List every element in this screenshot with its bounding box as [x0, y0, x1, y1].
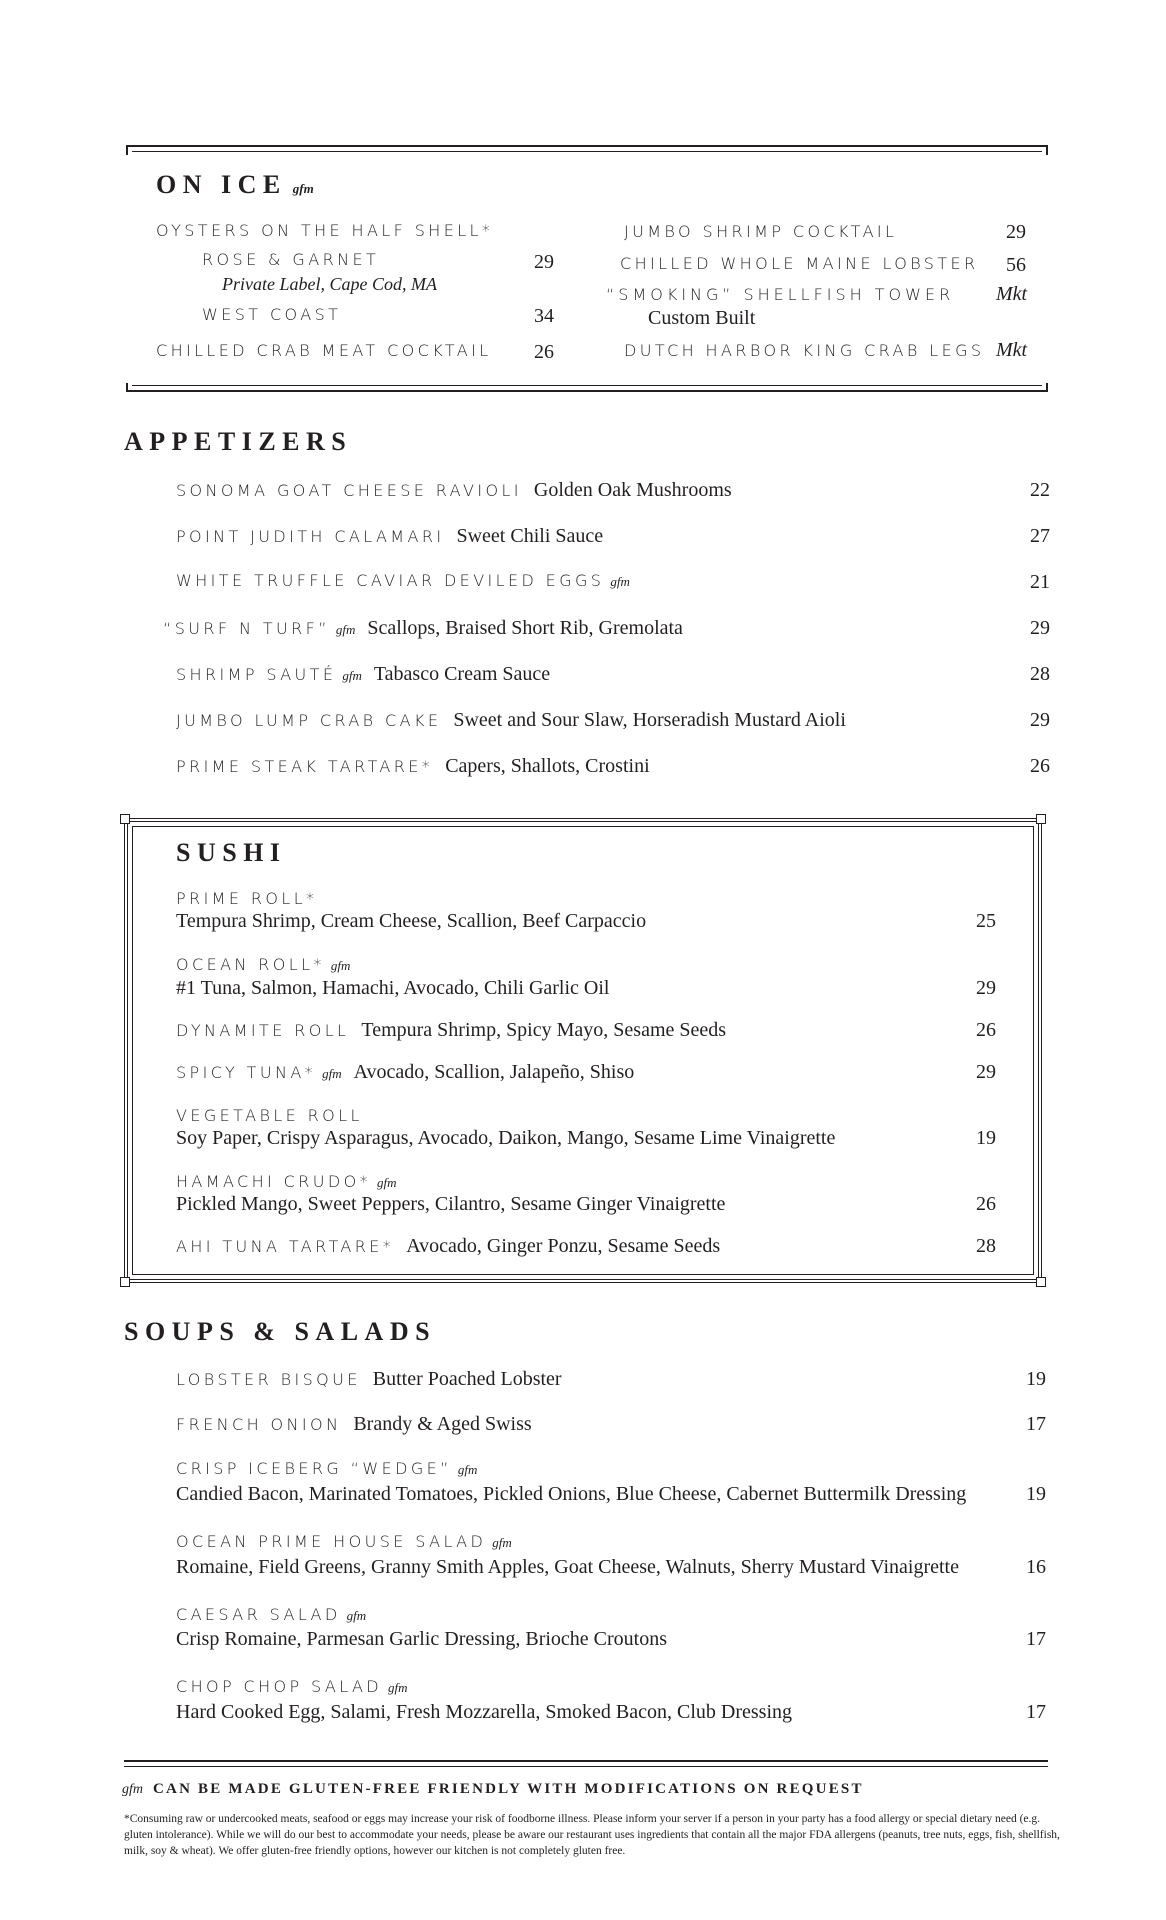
appetizer-item — [176, 663, 550, 686]
salad-name-row — [176, 1677, 408, 1697]
sushi-name-row — [176, 1172, 396, 1192]
sushi-name: DYNAMITE ROLL — [176, 1021, 350, 1040]
soup-name: FRENCH ONION — [176, 1415, 342, 1434]
appetizer-item — [163, 617, 683, 640]
gfm-mark: gfm — [322, 1066, 342, 1081]
salad-name: CAESAR SALAD — [176, 1605, 341, 1624]
appetizer-desc: Sweet Chili Sauce — [456, 525, 604, 547]
sushi-price: 29 — [976, 977, 996, 999]
footer-rule-top — [124, 1760, 1048, 1762]
smoking-shellfish-tower: “SMOKING” SHELLFISH TOWER — [606, 285, 955, 304]
price-king-crab-legs: Mkt — [996, 339, 1028, 361]
salad-name: OCEAN PRIME HOUSE SALAD — [176, 1532, 487, 1551]
oyster-west-coast: WEST COAST — [202, 305, 342, 324]
on-ice-top-rule — [126, 145, 1048, 147]
sushi-price: 29 — [976, 1061, 996, 1083]
price-crab-meat-cocktail: 26 — [534, 341, 554, 363]
appetizer-price: 26 — [1030, 755, 1050, 777]
chilled-whole-maine-lobster: CHILLED WHOLE MAINE LOBSTER — [620, 254, 979, 273]
appetizer-item — [176, 525, 603, 548]
salad-desc: Crisp Romaine, Parmesan Garlic Dressing, Brioche Croutons — [176, 1628, 668, 1650]
soup-item — [176, 1413, 532, 1436]
sushi-desc: Avocado, Scallion, Jalapeño, Shiso — [353, 1061, 635, 1083]
jumbo-shrimp-cocktail: JUMBO SHRIMP COCKTAIL — [624, 222, 898, 241]
soup-price: 19 — [1026, 1368, 1046, 1390]
gfm-mark: gfm — [335, 622, 356, 637]
sushi-price: 25 — [976, 910, 996, 932]
on-ice-bottom-rule — [132, 385, 1042, 386]
gluten-free-note — [122, 1780, 864, 1798]
appetizer-desc: Tabasco Cream Sauce — [373, 663, 551, 685]
sushi-name: PRIME ROLL* — [176, 889, 318, 908]
appetizer-price: 29 — [1030, 617, 1050, 639]
salad-name-row — [176, 1532, 512, 1552]
sushi-item — [176, 1019, 726, 1042]
salad-price: 17 — [1026, 1628, 1046, 1650]
sushi-desc: Tempura Shrimp, Cream Cheese, Scallion, Beef Carpaccio — [176, 910, 647, 932]
appetizer-price: 27 — [1030, 525, 1050, 547]
on-ice-bottom-left-tick — [126, 383, 128, 392]
footer-rule-bottom — [124, 1766, 1048, 1767]
sushi-price: 28 — [976, 1235, 996, 1257]
soup-name: LOBSTER BISQUE — [176, 1370, 361, 1389]
sushi-desc: Pickled Mango, Sweet Peppers, Cilantro, Sesame Ginger Vinaigrette — [176, 1193, 726, 1215]
price-shrimp-cocktail: 29 — [1006, 221, 1026, 243]
appetizer-item — [176, 571, 630, 591]
gfm-mark: gfm — [292, 181, 314, 196]
gfm-mark: gfm — [122, 1782, 143, 1797]
appetizer-desc: Sweet and Sour Slaw, Horseradish Mustard Aioli — [453, 709, 846, 731]
appetizer-name: SONOMA GOAT CHEESE RAVIOLI — [176, 481, 522, 500]
appetizer-name: WHITE TRUFFLE CAVIAR DEVILED EGGS — [176, 571, 605, 590]
appetizer-item — [176, 479, 732, 502]
appetizer-price: 21 — [1030, 571, 1050, 593]
sushi-name: VEGETABLE ROLL — [176, 1106, 363, 1125]
salad-desc: Romaine, Field Greens, Granny Smith Apples, Goat Cheese, Walnuts, Sherry Mustard Vinaigrette — [176, 1556, 959, 1578]
salad-price: 17 — [1026, 1701, 1046, 1723]
gfm-mark: gfm — [457, 1462, 478, 1477]
gfm-mark: gfm — [342, 668, 362, 683]
sushi-corner-tl — [120, 814, 130, 824]
sushi-price: 26 — [976, 1193, 996, 1215]
salad-price: 19 — [1026, 1483, 1046, 1505]
appetizer-item — [176, 755, 650, 778]
sushi-desc: Avocado, Ginger Ponzu, Sesame Seeds — [406, 1235, 721, 1257]
sushi-title: SUSHI — [176, 838, 287, 867]
gfm-mark: gfm — [492, 1535, 512, 1550]
king-crab-legs: DUTCH HARBOR KING CRAB LEGS — [624, 341, 985, 360]
gfm-mark: gfm — [376, 1175, 397, 1190]
price-maine-lobster: 56 — [1006, 254, 1026, 276]
sushi-name: HAMACHI CRUDO* — [176, 1172, 371, 1191]
appetizers-title: APPETIZERS — [124, 427, 353, 456]
appetizer-item — [176, 709, 846, 732]
salad-price: 16 — [1026, 1556, 1046, 1578]
allergy-disclaimer: *Consuming raw or undercooked meats, seafood or eggs may increase your risk of foodborne illness. Please inform your server if a person in your party has a food allergy or special dietary need (e.g. gluten intolerance). While we will do our best to accommodate your needs, please be aware our restaurant uses ingredients that contain all the major FDA allergens (peanuts, tree nuts, eggs, fish, shellfish, milk, soy & wheat). We offer gluten-free friendly options, however our kitchen is not completely gluten free. — [124, 1813, 1060, 1857]
appetizer-name: “SURF N TURF” — [163, 619, 330, 638]
salad-name-row — [176, 1459, 477, 1479]
sushi-name-row — [176, 955, 350, 975]
sushi-corner-tr — [1036, 814, 1046, 824]
oysters-heading: OYSTERS ON THE HALF SHELL* — [156, 221, 494, 240]
salad-name: CRISP ICEBERG “WEDGE” — [176, 1459, 452, 1478]
on-ice-title: ON ICE gfm — [156, 170, 314, 199]
on-ice-top-right-tick — [1046, 145, 1048, 155]
sushi-item — [176, 1235, 720, 1258]
sushi-name: SPICY TUNA* — [176, 1063, 317, 1082]
sushi-desc: #1 Tuna, Salmon, Hamachi, Avocado, Chili Garlic Oil — [176, 977, 610, 999]
sushi-price: 19 — [976, 1127, 996, 1149]
gfm-mark: gfm — [388, 1680, 408, 1695]
soup-price: 17 — [1026, 1413, 1046, 1435]
sushi-corner-bl — [120, 1277, 130, 1287]
on-ice-bottom-right-tick — [1046, 383, 1048, 392]
on-ice-bottom-rule-2 — [126, 390, 1048, 392]
gfm-mark: gfm — [346, 1608, 367, 1623]
sushi-name: OCEAN ROLL* — [176, 955, 325, 974]
gfm-mark: gfm — [610, 574, 630, 589]
oyster-rose-garnet: ROSE & GARNET — [202, 250, 380, 269]
sushi-desc: Tempura Shrimp, Spicy Mayo, Sesame Seeds — [361, 1019, 727, 1041]
appetizer-price: 28 — [1030, 663, 1050, 685]
shellfish-tower-note: Custom Built — [648, 307, 756, 329]
soup-item — [176, 1368, 562, 1391]
sushi-item — [176, 1061, 634, 1084]
price-shellfish-tower: Mkt — [996, 283, 1028, 305]
rose-garnet-note: Private Label, Cape Cod, MA — [222, 274, 437, 294]
appetizer-name: JUMBO LUMP CRAB CAKE — [176, 711, 442, 730]
sushi-price: 26 — [976, 1019, 996, 1041]
appetizer-name: POINT JUDITH CALAMARI — [176, 527, 445, 546]
appetizer-desc: Golden Oak Mushrooms — [533, 479, 732, 501]
gluten-free-text: CAN BE MADE GLUTEN-FREE FRIENDLY WITH MODIFICATIONS ON REQUEST — [153, 1781, 864, 1797]
salad-name-row — [176, 1605, 366, 1625]
salad-name: CHOP CHOP SALAD — [176, 1677, 383, 1696]
appetizer-desc: Scallops, Braised Short Rib, Gremolata — [367, 617, 683, 639]
soup-desc: Brandy & Aged Swiss — [353, 1413, 532, 1435]
price-rose-garnet: 29 — [534, 251, 554, 273]
price-west-coast: 34 — [534, 305, 554, 327]
chilled-crab-meat-cocktail: CHILLED CRAB MEAT COCKTAIL — [156, 341, 492, 360]
salad-desc: Hard Cooked Egg, Salami, Fresh Mozzarella, Smoked Bacon, Club Dressing — [176, 1701, 792, 1723]
appetizer-price: 22 — [1030, 479, 1050, 501]
appetizer-name: PRIME STEAK TARTARE* — [176, 757, 434, 776]
appetizer-name: SHRIMP SAUTÉ — [176, 665, 337, 684]
appetizer-desc: Capers, Shallots, Crostini — [445, 755, 650, 777]
on-ice-top-rule-2 — [132, 151, 1042, 152]
gfm-mark: gfm — [330, 958, 351, 973]
sushi-desc: Soy Paper, Crispy Asparagus, Avocado, Daikon, Mango, Sesame Lime Vinaigrette — [176, 1127, 836, 1149]
sushi-name: AHI TUNA TARTARE* — [176, 1237, 395, 1256]
on-ice-top-left-tick — [126, 145, 128, 155]
soups-salads-title: SOUPS & SALADS — [124, 1317, 437, 1346]
appetizer-price: 29 — [1030, 709, 1050, 731]
soup-desc: Butter Poached Lobster — [372, 1368, 562, 1390]
salad-desc: Candied Bacon, Marinated Tomatoes, Pickled Onions, Blue Cheese, Cabernet Buttermilk Dressing — [176, 1483, 967, 1505]
sushi-corner-br — [1036, 1277, 1046, 1287]
